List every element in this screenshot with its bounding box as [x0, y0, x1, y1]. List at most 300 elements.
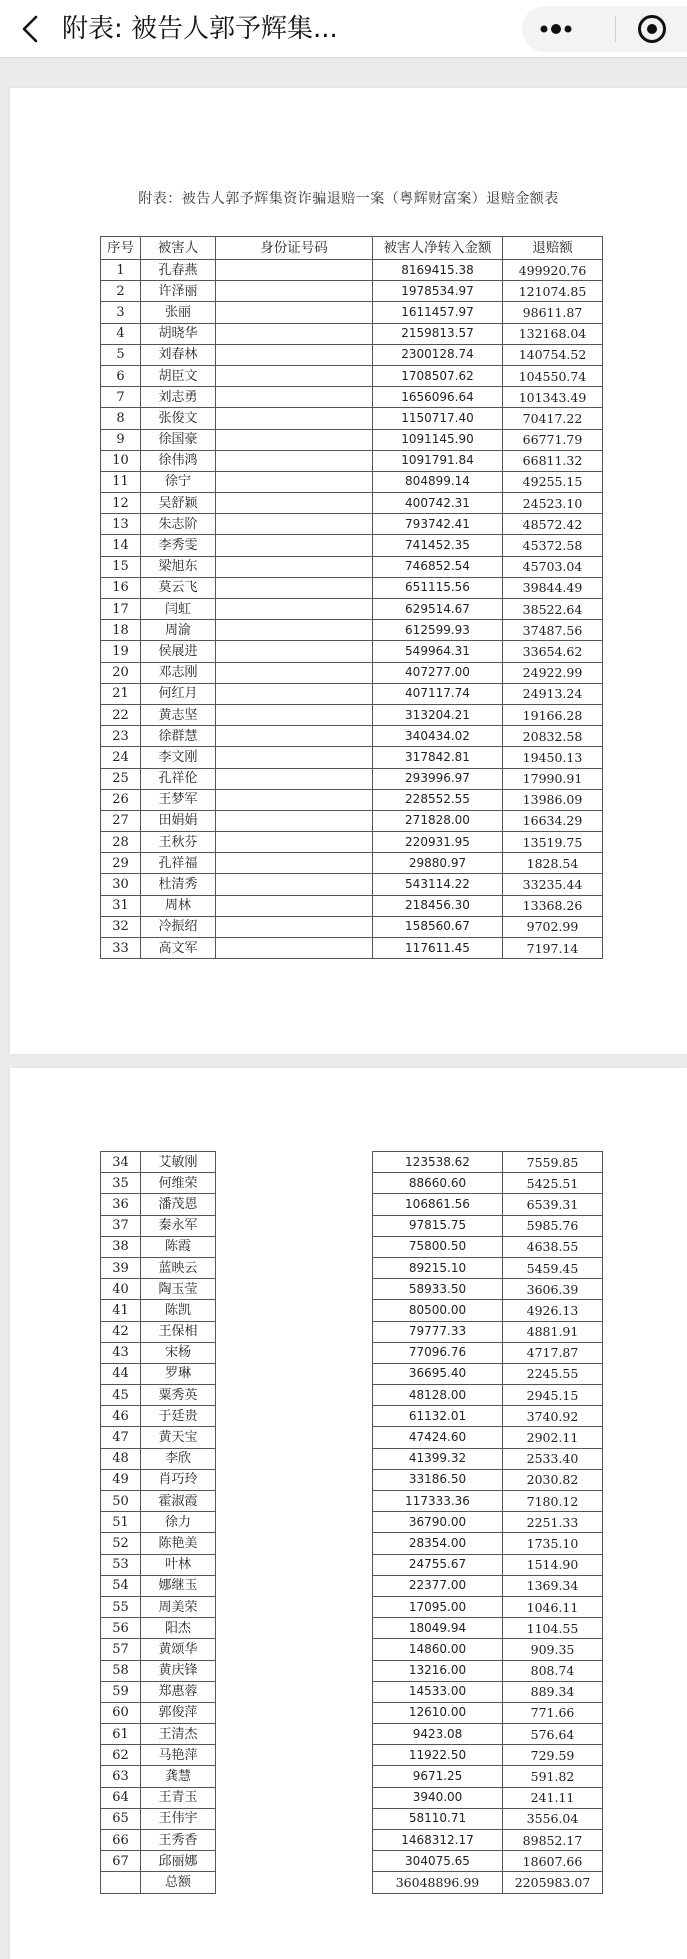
- id-number-cell: [216, 1618, 373, 1639]
- refund-amount: 729.59: [503, 1745, 603, 1766]
- net-amount: 41399.32: [373, 1448, 503, 1469]
- victim-name: 许泽丽: [141, 281, 216, 302]
- table-row: [101, 810, 603, 831]
- row-index: 49: [101, 1469, 141, 1490]
- victim-name: 艾敏刚: [141, 1152, 216, 1173]
- table-row: [101, 1194, 603, 1215]
- net-amount: 13216.00: [373, 1660, 503, 1681]
- id-number-cell: [216, 1385, 373, 1406]
- table-row: [101, 1385, 603, 1406]
- net-amount: 313204.21: [373, 704, 503, 725]
- page-title: 附表: 被告人郭予辉集...: [62, 14, 338, 44]
- table-row: [101, 1342, 603, 1363]
- close-button[interactable]: [630, 10, 674, 48]
- row-index: 17: [101, 599, 141, 620]
- row-index: 55: [101, 1596, 141, 1617]
- row-index: 18: [101, 620, 141, 641]
- top-nav-bar: [0, 0, 687, 58]
- row-index: 22: [101, 704, 141, 725]
- net-amount: 36695.40: [373, 1363, 503, 1384]
- net-amount: 804899.14: [373, 471, 503, 492]
- row-index: 48: [101, 1448, 141, 1469]
- row-index: 4: [101, 323, 141, 344]
- row-index: 46: [101, 1406, 141, 1427]
- chevron-left-icon: [19, 14, 41, 44]
- row-index: 32: [101, 916, 141, 937]
- refund-amount: 20832.58: [503, 726, 603, 747]
- id-number-cell: [216, 344, 373, 365]
- id-number-cell: [216, 408, 373, 429]
- row-index: 36: [101, 1194, 141, 1215]
- table-row: [101, 620, 603, 641]
- victim-name: 刘志勇: [141, 387, 216, 408]
- victim-name: 何维荣: [141, 1173, 216, 1194]
- net-amount: 543114.22: [373, 874, 503, 895]
- id-number-cell: [216, 1724, 373, 1745]
- victim-name: 吴舒颖: [141, 493, 216, 514]
- refund-amount: 499920.76: [503, 260, 603, 281]
- row-index: 52: [101, 1533, 141, 1554]
- id-number-cell: [216, 577, 373, 598]
- net-amount: 1611457.97: [373, 302, 503, 323]
- id-number-cell: [216, 1300, 373, 1321]
- row-index: 7: [101, 387, 141, 408]
- net-amount: 1468312.17: [373, 1830, 503, 1851]
- table-row: [101, 895, 603, 916]
- victim-name: 周林: [141, 895, 216, 916]
- row-index: 53: [101, 1554, 141, 1575]
- table-row: [101, 1830, 603, 1851]
- row-index: 45: [101, 1385, 141, 1406]
- total-refund: 2205983.07: [503, 1872, 603, 1893]
- refund-amount: 16634.29: [503, 810, 603, 831]
- table-row: [101, 1596, 603, 1617]
- refund-amount: 17990.91: [503, 768, 603, 789]
- id-number-cell: [216, 1660, 373, 1681]
- table-row: [101, 1702, 603, 1723]
- id-number-cell: [216, 1745, 373, 1766]
- victim-name: 娜继玉: [141, 1575, 216, 1596]
- victim-name: 周美荣: [141, 1596, 216, 1617]
- net-amount: 629514.67: [373, 599, 503, 620]
- row-index: 2: [101, 281, 141, 302]
- row-index: 16: [101, 577, 141, 598]
- net-amount: 549964.31: [373, 641, 503, 662]
- net-amount: 1150717.40: [373, 408, 503, 429]
- id-number-cell: [216, 1342, 373, 1363]
- row-index: 3: [101, 302, 141, 323]
- refund-amount: 132168.04: [503, 323, 603, 344]
- net-amount: 317842.81: [373, 747, 503, 768]
- row-index: 34: [101, 1152, 141, 1173]
- id-number-cell: [216, 1766, 373, 1787]
- table-row: [101, 1724, 603, 1745]
- row-index: 38: [101, 1236, 141, 1257]
- refund-amount: 591.82: [503, 1766, 603, 1787]
- victim-name: 黄颂华: [141, 1639, 216, 1660]
- table-row: [101, 853, 603, 874]
- refund-amount: 1104.55: [503, 1618, 603, 1639]
- table-row: [101, 726, 603, 747]
- table-row: [101, 1427, 603, 1448]
- victim-name: 黄天宝: [141, 1427, 216, 1448]
- refund-amount: 101343.49: [503, 387, 603, 408]
- id-number-cell: [216, 260, 373, 281]
- refund-amount: 13519.75: [503, 832, 603, 853]
- refund-amount: 24913.24: [503, 683, 603, 704]
- total-id-cell: [216, 1872, 373, 1893]
- table-row: [101, 1257, 603, 1278]
- row-index: 12: [101, 493, 141, 514]
- total-row: [101, 1872, 603, 1893]
- victim-name: 徐宁: [141, 471, 216, 492]
- victim-name: 秦永军: [141, 1215, 216, 1236]
- id-number-cell: [216, 1639, 373, 1660]
- more-button[interactable]: [530, 10, 582, 48]
- table-row: [101, 1215, 603, 1236]
- refund-amount: 2245.55: [503, 1363, 603, 1384]
- victim-name: 邱丽娜: [141, 1851, 216, 1872]
- net-amount: 14860.00: [373, 1639, 503, 1660]
- col-header-index: 序号: [101, 237, 141, 260]
- refund-amount: 24922.99: [503, 662, 603, 683]
- document-page-1: [10, 88, 687, 1054]
- refund-amount: 37487.56: [503, 620, 603, 641]
- row-index: 39: [101, 1257, 141, 1278]
- refund-amount: 66771.79: [503, 429, 603, 450]
- row-index: 15: [101, 556, 141, 577]
- net-amount: 220931.95: [373, 832, 503, 853]
- victim-name: 陶玉莹: [141, 1279, 216, 1300]
- victim-name: 蓝映云: [141, 1257, 216, 1278]
- refund-amount: 98611.87: [503, 302, 603, 323]
- net-amount: 106861.56: [373, 1194, 503, 1215]
- row-index: 23: [101, 726, 141, 747]
- net-amount: 11922.50: [373, 1745, 503, 1766]
- id-number-cell: [216, 1427, 373, 1448]
- table-row: [101, 1554, 603, 1575]
- table-row: [101, 1851, 603, 1872]
- row-index: 37: [101, 1215, 141, 1236]
- id-number-cell: [216, 1808, 373, 1829]
- id-number-cell: [216, 1448, 373, 1469]
- victim-name: 李欣: [141, 1448, 216, 1469]
- net-amount: 12610.00: [373, 1702, 503, 1723]
- total-index-cell: [101, 1872, 141, 1893]
- victim-name: 陈霞: [141, 1236, 216, 1257]
- net-amount: 79777.33: [373, 1321, 503, 1342]
- victim-name: 马艳萍: [141, 1745, 216, 1766]
- row-index: 66: [101, 1830, 141, 1851]
- net-amount: 117333.36: [373, 1491, 503, 1512]
- victim-name: 侯展进: [141, 641, 216, 662]
- refund-amount: 2251.33: [503, 1512, 603, 1533]
- id-number-cell: [216, 323, 373, 344]
- id-number-cell: [216, 938, 373, 959]
- refund-amount: 121074.85: [503, 281, 603, 302]
- id-number-cell: [216, 1215, 373, 1236]
- table-row: [101, 281, 603, 302]
- victim-name: 冷振绍: [141, 916, 216, 937]
- refund-amount: 49255.15: [503, 471, 603, 492]
- victim-name: 孔祥伦: [141, 768, 216, 789]
- id-number-cell: [216, 365, 373, 386]
- table-row: [101, 1766, 603, 1787]
- row-index: 42: [101, 1321, 141, 1342]
- table-row: [101, 1660, 603, 1681]
- net-amount: 293996.97: [373, 768, 503, 789]
- victim-name: 李文刚: [141, 747, 216, 768]
- refund-amount: 241.11: [503, 1787, 603, 1808]
- table-row: [101, 1618, 603, 1639]
- net-amount: 29880.97: [373, 853, 503, 874]
- table-row: [101, 662, 603, 683]
- refund-amount: 104550.74: [503, 365, 603, 386]
- victim-name: 孔祥福: [141, 853, 216, 874]
- refund-amount: 3740.92: [503, 1406, 603, 1427]
- col-header-refund: 退赔额: [503, 237, 603, 260]
- id-number-cell: [216, 810, 373, 831]
- net-amount: 271828.00: [373, 810, 503, 831]
- net-amount: 58110.71: [373, 1808, 503, 1829]
- id-number-cell: [216, 1279, 373, 1300]
- table-row: [101, 1406, 603, 1427]
- refund-amount: 3606.39: [503, 1279, 603, 1300]
- refund-amount: 13368.26: [503, 895, 603, 916]
- table-row: [101, 683, 603, 704]
- id-number-cell: [216, 1236, 373, 1257]
- more-dots-icon: [536, 22, 576, 36]
- victim-name: 王清杰: [141, 1724, 216, 1745]
- table-row: [101, 1152, 603, 1173]
- net-amount: 407117.74: [373, 683, 503, 704]
- net-amount: 77096.76: [373, 1342, 503, 1363]
- table-row: [101, 493, 603, 514]
- capsule-divider: [615, 16, 616, 42]
- table-row: [101, 577, 603, 598]
- id-number-cell: [216, 1469, 373, 1490]
- net-amount: 1978534.97: [373, 281, 503, 302]
- id-number-cell: [216, 493, 373, 514]
- victim-name: 李秀雯: [141, 535, 216, 556]
- id-number-cell: [216, 789, 373, 810]
- refund-amount: 39844.49: [503, 577, 603, 598]
- row-index: 35: [101, 1173, 141, 1194]
- victim-name: 徐伟鸿: [141, 450, 216, 471]
- net-amount: 218456.30: [373, 895, 503, 916]
- row-index: 29: [101, 853, 141, 874]
- net-amount: 400742.31: [373, 493, 503, 514]
- refund-amount: 18607.66: [503, 1851, 603, 1872]
- row-index: 33: [101, 938, 141, 959]
- row-index: 27: [101, 810, 141, 831]
- table-row: [101, 535, 603, 556]
- refund-amount: 5985.76: [503, 1215, 603, 1236]
- refund-amount: 45372.58: [503, 535, 603, 556]
- net-amount: 746852.54: [373, 556, 503, 577]
- victim-name: 何红月: [141, 683, 216, 704]
- table-row: [101, 704, 603, 725]
- row-index: 5: [101, 344, 141, 365]
- net-amount: 123538.62: [373, 1152, 503, 1173]
- victim-name: 潘茂恩: [141, 1194, 216, 1215]
- id-number-cell: [216, 1596, 373, 1617]
- table-row: [101, 747, 603, 768]
- table-row: [101, 832, 603, 853]
- net-amount: 58933.50: [373, 1279, 503, 1300]
- table-row: [101, 1491, 603, 1512]
- id-number-cell: [216, 1575, 373, 1596]
- net-amount: 1091791.84: [373, 450, 503, 471]
- row-index: 51: [101, 1512, 141, 1533]
- victim-name: 粟秀英: [141, 1385, 216, 1406]
- row-index: 57: [101, 1639, 141, 1660]
- victim-name: 徐群慧: [141, 726, 216, 747]
- refund-amount: 808.74: [503, 1660, 603, 1681]
- refund-amount: 33235.44: [503, 874, 603, 895]
- victim-name: 周渝: [141, 620, 216, 641]
- victim-name: 闫虹: [141, 599, 216, 620]
- id-number-cell: [216, 853, 373, 874]
- table-row: [101, 599, 603, 620]
- net-amount: 9423.08: [373, 1724, 503, 1745]
- row-index: 10: [101, 450, 141, 471]
- victim-name: 莫云飞: [141, 577, 216, 598]
- table-row: [101, 1173, 603, 1194]
- refund-amount: 13986.09: [503, 789, 603, 810]
- row-index: 28: [101, 832, 141, 853]
- refund-amount: 9702.99: [503, 916, 603, 937]
- refund-amount: 1735.10: [503, 1533, 603, 1554]
- row-index: 63: [101, 1766, 141, 1787]
- col-header-id-number: 身份证号码: [216, 237, 373, 260]
- id-number-cell: [216, 1363, 373, 1384]
- victim-name: 王秋芬: [141, 832, 216, 853]
- victim-name: 陈艳美: [141, 1533, 216, 1554]
- table-row: [101, 1808, 603, 1829]
- refund-amount: 33654.62: [503, 641, 603, 662]
- net-amount: 9671.25: [373, 1766, 503, 1787]
- refund-amount: 1828.54: [503, 853, 603, 874]
- id-number-cell: [216, 662, 373, 683]
- refund-amount: 7197.14: [503, 938, 603, 959]
- victim-name: 黄志坚: [141, 704, 216, 725]
- victim-name: 张丽: [141, 302, 216, 323]
- table-row: [101, 556, 603, 577]
- document-page-2: [10, 1068, 687, 1959]
- table-row: [101, 1575, 603, 1596]
- row-index: 30: [101, 874, 141, 895]
- victim-name: 龚慧: [141, 1766, 216, 1787]
- victim-name: 罗琳: [141, 1363, 216, 1384]
- table-row: [101, 916, 603, 937]
- table-row: [101, 1236, 603, 1257]
- row-index: 56: [101, 1618, 141, 1639]
- row-index: 67: [101, 1851, 141, 1872]
- net-amount: 741452.35: [373, 535, 503, 556]
- victim-name: 孔春燕: [141, 260, 216, 281]
- row-index: 43: [101, 1342, 141, 1363]
- victim-name: 王保相: [141, 1321, 216, 1342]
- refund-amount: 2902.11: [503, 1427, 603, 1448]
- table-row: [101, 1469, 603, 1490]
- table-row: [101, 1681, 603, 1702]
- net-amount: 8169415.38: [373, 260, 503, 281]
- net-amount: 407277.00: [373, 662, 503, 683]
- row-index: 60: [101, 1702, 141, 1723]
- net-amount: 17095.00: [373, 1596, 503, 1617]
- net-amount: 88660.60: [373, 1173, 503, 1194]
- table-row: [101, 1300, 603, 1321]
- net-amount: 612599.93: [373, 620, 503, 641]
- victim-name: 胡臣文: [141, 365, 216, 386]
- net-amount: 793742.41: [373, 514, 503, 535]
- net-amount: 75800.50: [373, 1236, 503, 1257]
- refund-amount: 19166.28: [503, 704, 603, 725]
- table-row: [101, 429, 603, 450]
- net-amount: 97815.75: [373, 1215, 503, 1236]
- victim-name: 邓志刚: [141, 662, 216, 683]
- id-number-cell: [216, 535, 373, 556]
- net-amount: 1656096.64: [373, 387, 503, 408]
- row-index: 40: [101, 1279, 141, 1300]
- victim-name: 田娟娟: [141, 810, 216, 831]
- table-row: [101, 768, 603, 789]
- net-amount: 47424.60: [373, 1427, 503, 1448]
- id-number-cell: [216, 1851, 373, 1872]
- id-number-cell: [216, 471, 373, 492]
- table-row: [101, 1512, 603, 1533]
- row-index: 31: [101, 895, 141, 916]
- victim-name: 徐力: [141, 1512, 216, 1533]
- id-number-cell: [216, 726, 373, 747]
- refund-amount: 2945.15: [503, 1385, 603, 1406]
- row-index: 6: [101, 365, 141, 386]
- refund-amount: 70417.22: [503, 408, 603, 429]
- id-number-cell: [216, 429, 373, 450]
- victim-name: 郭俊萍: [141, 1702, 216, 1723]
- id-number-cell: [216, 1257, 373, 1278]
- victim-name: 王秀香: [141, 1830, 216, 1851]
- table-row: [101, 874, 603, 895]
- victim-name: 徐国豪: [141, 429, 216, 450]
- table-row: [101, 1363, 603, 1384]
- id-number-cell: [216, 1152, 373, 1173]
- id-number-cell: [216, 1787, 373, 1808]
- id-number-cell: [216, 450, 373, 471]
- net-amount: 61132.01: [373, 1406, 503, 1427]
- refund-amount: 5459.45: [503, 1257, 603, 1278]
- row-index: 62: [101, 1745, 141, 1766]
- refund-amount: 7180.12: [503, 1491, 603, 1512]
- row-index: 8: [101, 408, 141, 429]
- id-number-cell: [216, 599, 373, 620]
- id-number-cell: [216, 1702, 373, 1723]
- net-amount: 80500.00: [373, 1300, 503, 1321]
- victim-name: 高文军: [141, 938, 216, 959]
- refund-amount: 4881.91: [503, 1321, 603, 1342]
- id-number-cell: [216, 620, 373, 641]
- back-button[interactable]: [10, 9, 50, 49]
- refund-amount: 889.34: [503, 1681, 603, 1702]
- table-row: [101, 344, 603, 365]
- total-amount: 36048896.99: [373, 1872, 503, 1893]
- net-amount: 33186.50: [373, 1469, 503, 1490]
- victim-name: 张俊文: [141, 408, 216, 429]
- refund-amount: 4717.87: [503, 1342, 603, 1363]
- id-number-cell: [216, 1533, 373, 1554]
- row-index: 24: [101, 747, 141, 768]
